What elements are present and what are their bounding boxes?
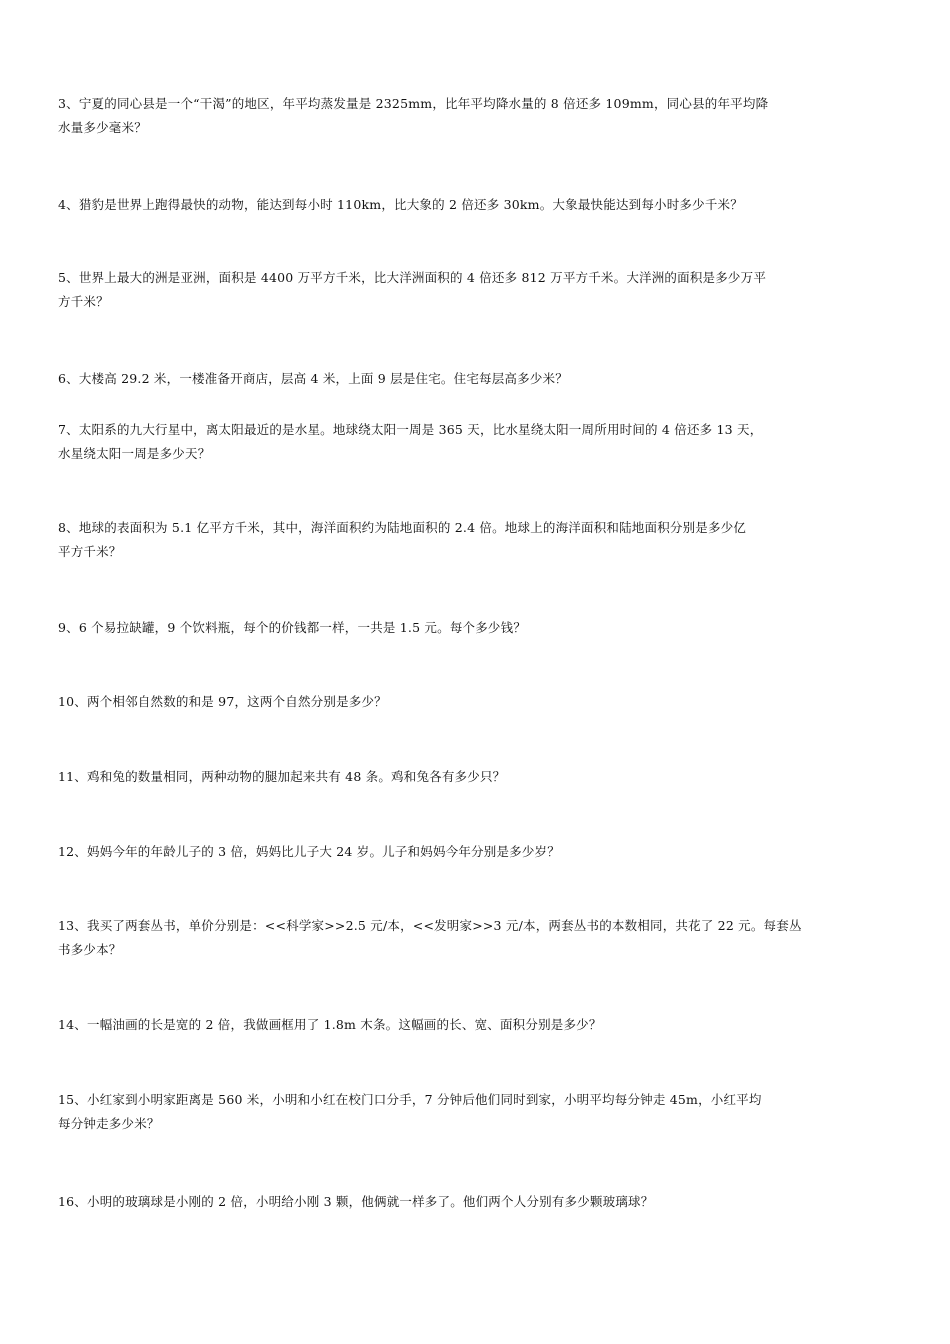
question-13 xyxy=(58,914,818,962)
question-line: 7、太阳系的九大行星中，离太阳最近的是水星。地球绕太阳一周是 365 天，比水星绕太阳一周所用时间的 4 倍还多 13 天， xyxy=(58,422,763,437)
question-line: 3、宁夏的同心县是一个“干渴”的地区，年平均蒸发量是 2325mm，比年平均降水量的 8 倍还多 109mm，同心县的年平均降 xyxy=(58,96,769,111)
question-line: 水星绕太阳一周是多少天？ xyxy=(58,446,211,461)
question-12 xyxy=(58,840,818,864)
question-line: 水量多少毫米？ xyxy=(58,120,147,135)
question-8 xyxy=(58,516,818,564)
question-line: 平方千米？ xyxy=(58,544,122,559)
question-16 xyxy=(58,1190,818,1214)
question-line: 5、世界上最大的洲是亚洲，面积是 4400 万平方千米，比大洋洲面积的 4 倍还多 812 万平方千米。大洋洲的面积是多少万平 xyxy=(58,270,767,285)
question-line: 8、地球的表面积为 5.1 亿平方千米，其中，海洋面积约为陆地面积的 2.4 倍。地球上的海洋面积和陆地面积分别是多少亿 xyxy=(58,520,747,535)
question-line: 每分钟走多少米？ xyxy=(58,1116,160,1131)
question-10 xyxy=(58,690,818,714)
question-9 xyxy=(58,616,818,640)
question-14 xyxy=(58,1013,818,1037)
question-line: 方千米？ xyxy=(58,294,109,309)
question-4 xyxy=(58,193,818,217)
question-11 xyxy=(58,765,818,789)
question-line: 11、鸡和兔的数量相同，两种动物的腿加起来共有 48 条。鸡和兔各有多少只？ xyxy=(58,769,506,784)
question-3 xyxy=(58,92,818,140)
question-line: 书多少本？ xyxy=(58,942,122,957)
question-line: 12、妈妈今年的年龄儿子的 3 倍，妈妈比儿子大 24 岁。儿子和妈妈今年分别是多少岁？ xyxy=(58,844,560,859)
question-line: 13、我买了两套丛书，单价分别是：<<科学家>>2.5 元/本，<<发明家>>3 元/本，两套丛书的本数相同，共花了 22 元。每套丛 xyxy=(58,918,802,933)
question-15 xyxy=(58,1088,818,1136)
question-7 xyxy=(58,418,818,466)
question-line: 15、小红家到小明家距离是 560 米，小明和小红在校门口分手，7 分钟后他们同时到家，小明平均每分钟走 45m，小红平均 xyxy=(58,1092,762,1107)
question-line: 6、大楼高 29.2 米，一楼准备开商店，层高 4 米，上面 9 层是住宅。住宅每层高多少米？ xyxy=(58,371,568,386)
question-line: 4、猎豹是世界上跑得最快的动物，能达到每小时 110km，比大象的 2 倍还多 30km。大象最快能达到每小时多少千米？ xyxy=(58,197,743,212)
question-line: 10、两个相邻自然数的和是 97，这两个自然分别是多少？ xyxy=(58,694,387,709)
question-line: 16、小明的玻璃球是小刚的 2 倍，小明给小刚 3 颗，他俩就一样多了。他们两个人分别有多少颗玻璃球？ xyxy=(58,1194,654,1209)
question-line: 9、6 个易拉缺罐，9 个饮料瓶，每个的价钱都一样，一共是 1.5 元。每个多少钱？ xyxy=(58,620,527,635)
question-5 xyxy=(58,266,818,314)
question-line: 14、一幅油画的长是宽的 2 倍，我做画框用了 1.8m 木条。这幅画的长、宽、面积分别是多少？ xyxy=(58,1017,602,1032)
question-6 xyxy=(58,367,818,391)
